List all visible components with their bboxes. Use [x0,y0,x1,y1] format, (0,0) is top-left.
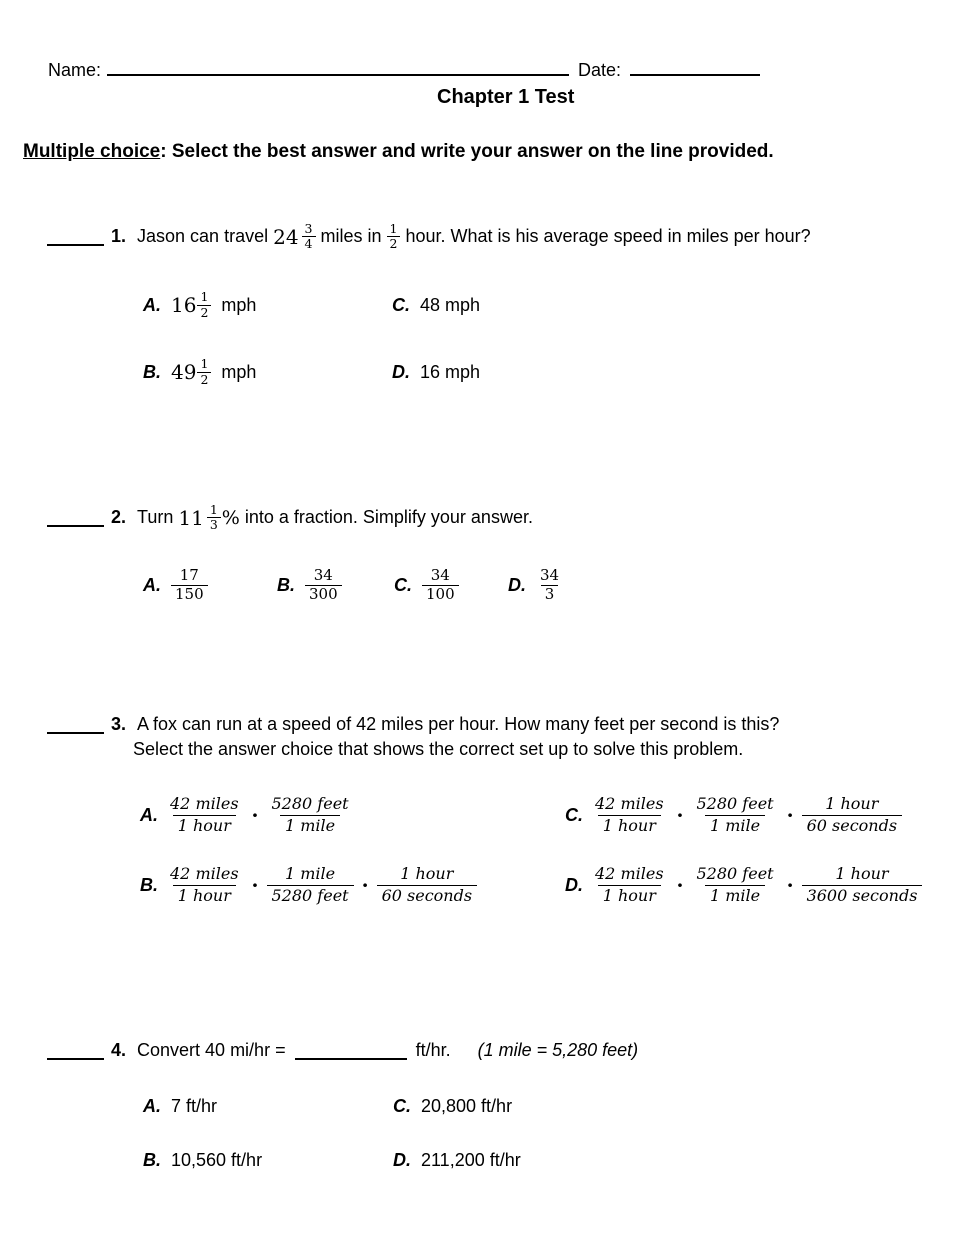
multiplication-dot: · [786,803,794,827]
q1-fraction-1-den: 4 [302,236,316,251]
q3-line-1 [47,714,779,735]
q4-answer-blank [47,1058,104,1060]
q1-choice-b-whole: 49 [171,360,197,384]
q3-choice-d-label: D. [565,874,583,895]
q2-choice-d-frac-den: 3 [541,585,559,603]
q1-choice-b-fraction [197,357,211,387]
q4-choice-d-value: 211,200 ft/hr [421,1149,521,1170]
q3-choice-b-f2-den: 5280 feet [267,885,354,906]
q3-choice-d [565,860,922,910]
q4-choice-d [393,1147,521,1173]
q2-text-1: Turn [137,507,174,528]
q1-choice-a [143,287,256,323]
name-blank-line [107,60,569,76]
q2-answer-blank [47,525,104,527]
q1-choice-b-frac-den: 2 [197,372,211,387]
q1-choice-b-value [171,357,211,387]
q3-choice-a-fraction-2 [267,794,354,836]
q4-choice-c-label: C. [393,1095,411,1116]
q3-choice-b-label: B. [140,874,158,895]
q1-choice-b-unit: mph [221,361,257,382]
q2-choice-c-fraction [422,567,459,603]
q1-choice-a-label: A. [143,294,161,315]
q2-choice-d-frac-num: 34 [540,566,560,585]
q3-choice-b-fraction-1 [165,864,244,906]
q1-choice-b-frac-num: 1 [200,356,209,372]
q1-choice-a-frac-den: 2 [197,305,211,320]
q3-choice-d-f3-den: 3600 seconds [802,885,923,906]
q4-fill-in-blank [295,1058,407,1060]
q2-choice-a-label: A. [143,574,161,595]
q2-number: 2. [111,507,127,528]
q2-whole: 11 [178,505,204,530]
q3-choice-b-f1-den: 1 hour [173,885,236,906]
question-3 [47,714,779,760]
q1-text-1: Jason can travel [137,226,269,247]
q3-choice-c-fraction-2 [692,794,779,836]
q2-mixed-number [178,503,239,533]
q3-choice-d-f2-den: 1 mile [705,885,765,906]
q2-percent-sign: % [221,506,240,529]
q3-choice-c-fraction-1 [590,794,669,836]
name-label: Name: [48,60,102,80]
q4-choice-a [143,1093,217,1119]
q3-answer-blank [47,732,104,734]
q1-choice-d-label: D. [392,361,410,382]
q1-choice-a-whole: 16 [171,293,197,317]
q1-choice-b-label: B. [143,361,161,382]
q2-choice-d-label: D. [508,574,526,595]
q2-choice-b-fraction [305,567,342,603]
q1-choice-a-unit: mph [221,294,257,315]
q1-choice-d-value: 16 mph [420,361,481,382]
q3-choice-b-f3-num: 1 hour [400,864,454,884]
q3-choice-c-f2-den: 1 mile [705,815,765,836]
q3-choice-c-f3-den: 60 seconds [802,815,902,836]
q4-choice-a-label: A. [143,1095,161,1116]
q1-choice-c-label: C. [392,294,410,315]
q1-number: 1. [111,226,127,247]
q4-number: 4. [111,1040,127,1060]
q3-line-2: Select the answer choice that shows the correct set up to solve this problem. [133,739,744,759]
q3-choice-b-f1-num: 42 miles [170,864,239,884]
q2-choice-a-fraction [171,567,208,603]
q2-choice-b-frac-num: 34 [313,566,333,585]
q4-choice-b [143,1147,262,1173]
q2-fraction-den: 3 [207,517,221,532]
q3-choice-c [565,790,902,840]
header-row [48,60,760,81]
q1-fraction-2-num: 1 [389,221,398,236]
q3-choice-a-label: A. [140,804,158,825]
q4-text-1: Convert 40 mi/hr = [137,1040,286,1060]
q2-choice-d [508,565,563,605]
date-label: Date: [578,60,622,80]
q4-choice-b-value: 10,560 ft/hr [171,1149,263,1170]
q3-choice-d-f3-num: 1 hour [835,864,889,884]
q1-whole-1: 24 [273,224,299,249]
instructions-text: : Select the best answer and write your answer on the line provided. [160,141,774,162]
q4-conversion-note: (1 mile = 5,280 feet) [477,1040,639,1060]
q3-choice-c-f3-num: 1 hour [825,794,879,814]
q3-choice-b-f3-den: 60 seconds [377,885,477,906]
q2-choice-d-fraction [536,567,563,603]
multiplication-dot: · [676,873,684,897]
q4-choice-d-label: D. [393,1149,411,1170]
page-title: Chapter 1 Test [437,86,575,108]
question-4 [47,1040,638,1061]
q3-choice-b-fraction-3 [377,864,477,906]
q1-fraction-1-num: 3 [304,221,313,236]
multiplication-dot: · [251,873,259,897]
q1-choice-a-frac-num: 1 [200,289,209,305]
q1-choice-a-fraction [197,290,211,320]
q1-choice-c-value: 48 mph [420,294,481,315]
q2-choice-c-label: C. [394,574,412,595]
q2-choice-b-frac-den: 300 [305,585,342,603]
multiplication-dot: · [361,873,369,897]
q3-choice-c-f1-num: 42 miles [595,794,664,814]
q4-choice-a-value: 7 ft/hr [171,1095,218,1116]
q3-choice-b-fraction-2 [267,864,354,906]
q2-choice-a-frac-den: 150 [171,585,208,603]
q2-choice-a-frac-num: 17 [179,566,199,585]
q3-choice-c-f2-num: 5280 feet [696,794,774,814]
q3-number: 3. [111,714,127,734]
q3-choice-a-f2-num: 5280 feet [271,794,349,814]
q3-choice-d-fraction-2 [692,864,779,906]
q1-text-2: miles in [320,226,382,247]
q4-choice-b-label: B. [143,1149,161,1170]
date-blank-line [630,60,760,76]
q1-choice-c [392,287,480,323]
q2-choice-c-frac-num: 34 [430,566,450,585]
q3-choice-d-f1-num: 42 miles [595,864,664,884]
q3-choice-a [140,790,354,840]
q1-choice-d [392,354,480,390]
q3-choice-d-fraction-3 [802,864,923,906]
q3-choice-d-fraction-1 [590,864,669,906]
q2-fraction [207,503,221,533]
q2-fraction-num: 1 [209,502,218,517]
q1-text-3: hour. What is his average speed in miles per hour? [405,226,811,247]
q3-choice-a-f1-den: 1 hour [173,815,236,836]
multiplication-dot: · [786,873,794,897]
q2-choice-a [143,565,208,605]
question-1 [47,222,811,252]
q3-text-1: A fox can run at a speed of 42 miles per hour. How many feet per second is this? [137,714,780,734]
q1-mixed-number-1 [273,222,315,252]
q3-choice-c-f1-den: 1 hour [598,815,661,836]
q1-fraction-2-den: 2 [387,236,401,251]
q3-choice-a-f2-den: 1 mile [280,815,340,836]
q4-choice-c [393,1093,512,1119]
q4-text-2: ft/hr. [415,1040,451,1060]
q3-choice-c-label: C. [565,804,583,825]
q3-choice-b [140,860,477,910]
q1-fraction-1 [302,222,316,252]
q2-choice-c-frac-den: 100 [422,585,459,603]
q2-choice-b-label: B. [277,574,295,595]
q1-choice-a-value [171,290,211,320]
instructions-label: Multiple choice [23,141,161,162]
q3-choice-d-f2-num: 5280 feet [696,864,774,884]
q1-fraction-2 [387,222,401,252]
q2-choice-b [277,565,342,605]
multiplication-dot: · [251,803,259,827]
q4-choice-c-value: 20,800 ft/hr [421,1095,513,1116]
q3-choice-a-f1-num: 42 miles [170,794,239,814]
q3-choice-a-fraction-1 [165,794,244,836]
q3-choice-c-fraction-3 [802,794,902,836]
question-2 [47,503,533,533]
q1-choice-b [143,354,256,390]
q2-text-2: into a fraction. Simplify your answer. [244,507,533,528]
q1-answer-blank [47,244,104,246]
q3-choice-b-f2-num: 1 mile [284,864,336,884]
q3-choice-d-f1-den: 1 hour [598,885,661,906]
instructions [23,141,774,163]
q2-choice-c [394,565,459,605]
multiplication-dot: · [676,803,684,827]
